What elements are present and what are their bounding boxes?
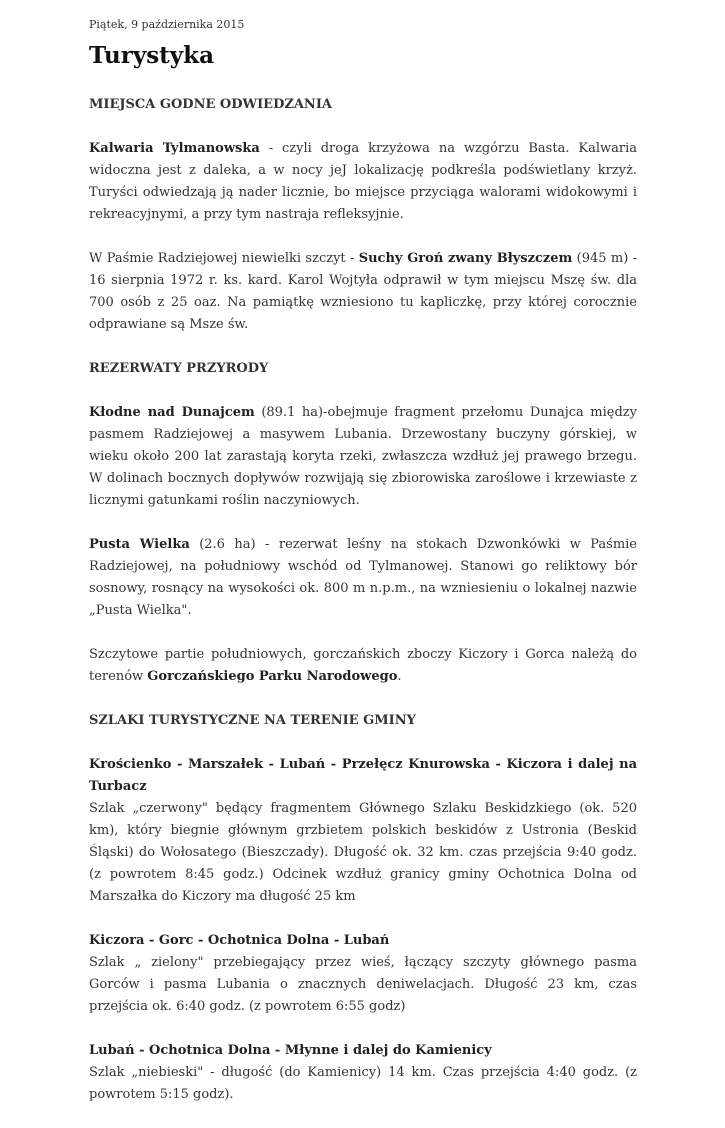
paragraph-text: (945 m) - 16 sierpnia 1972 r. ks. kard. Karol Wojtyła odprawił w tym miejscu Mszę św. dla 700 osób z 25 oaz. Na pamiątkę wzniesiono tu kapliczkę, przy której corocznie odprawiane są Msze św. xyxy=(89,251,637,332)
paragraph-text: (89.1 ha)-obejmuje fragment przełomu Dunajca między pasmem Radziejowej a masywem Lubania. Drzewostany buczyny górskiej, w wieku około 200 lat zarastają koryta rzeki, zwłaszcza wzdłuż jej prawego brzegu. W dolinach bocznych dopływów rozwijają się zbiorowiska zaroślowe i krzewiaste z licznymi gatunkami roślin naczyniowych. xyxy=(89,405,638,508)
trail-title: Kiczora - Gorc - Ochotnica Dolna - Lubań xyxy=(89,933,390,948)
trail-red xyxy=(89,754,637,908)
section-heading-trails: SZLAKI TURYSTYCZNE NA TERENIE GMINY xyxy=(89,713,416,728)
trail-description: Szlak „niebieski" - długość (do Kamienicy) 14 km. Czas przejścia 4:40 godz. (z powrotem 5:15 godz). xyxy=(89,1065,637,1102)
place-name-kalwaria: Kalwaria Tylmanowska xyxy=(89,141,260,156)
paragraph-gorce xyxy=(89,644,637,688)
paragraph-suchy-gron xyxy=(89,248,637,336)
article-date: Piątek, 9 października 2015 xyxy=(89,18,245,31)
paragraph-text: (2.6 ha) - rezerwat leśny na stokach Dzwonkówki w Paśmie Radziejowej, na południowy wschód od Tylmanowej. Stanowi go reliktowy bór sosnowy, rosnący na wysokości ok. 800 m n.p.m., na wzniesieniu o lokalnej nazwie „Pusta Wielka". xyxy=(89,537,637,618)
place-name-suchy-gron: Suchy Groń zwany Błyszczem xyxy=(358,251,573,266)
paragraph-klodne xyxy=(89,402,637,512)
trail-title: Lubań - Ochotnica Dolna - Młynne i dalej do Kamienicy xyxy=(89,1043,492,1058)
trail-title: Krościenko - Marszałek - Lubań - Przełęcz Knurowska - Kiczora i dalej na Turbacz xyxy=(89,757,637,794)
reserve-name-pusta-wielka: Pusta Wielka xyxy=(89,537,190,552)
section-heading-places: MIEJSCA GODNE ODWIEDZANIA xyxy=(89,97,332,112)
park-name-gorce: Gorczańskiego Parku Narodowego xyxy=(147,669,398,684)
paragraph-text: W Paśmie Radziejowej niewielki szczyt - xyxy=(89,251,359,266)
reserve-name-klodne: Kłodne nad Dunajcem xyxy=(89,405,255,420)
paragraph-text: . xyxy=(397,669,402,684)
page-title: Turystyka xyxy=(89,42,214,69)
paragraph-pusta-wielka xyxy=(89,534,637,622)
article-body xyxy=(89,94,637,1128)
trail-blue xyxy=(89,1040,637,1106)
section-heading-reserves: REZERWATY PRZYRODY xyxy=(89,361,269,376)
paragraph-kalwaria xyxy=(89,138,637,226)
trail-green xyxy=(89,930,637,1018)
paragraph-text: Szczytowe partie południowych, gorczańskich zboczy Kiczory i Gorca należą do terenów xyxy=(89,647,637,684)
paragraph-text: - czyli droga krzyżowa na wzgórzu Basta. Kalwaria widoczna jest z daleka, a w nocy jeJ lokalizację podkreśla podświetlany krzyż. Turyści odwiedzają ją nader licznie, bo miejsce przyciąga walorami widokowymi i rekreacyjnymi, a przy tym nastraja refleksyjnie. xyxy=(89,141,637,222)
trail-description: Szlak „czerwony" będący fragmentem Głównego Szlaku Beskidzkiego (ok. 520 km), który biegnie głównym grzbietem polskich beskidów z Ustronia (Beskid Śląski) do Wołosatego (Bieszczady). Długość ok. 32 km. czas przejścia 9:40 godz. (z powrotem 8:45 godz.) Odcinek wzdłuż granicy gminy Ochotnica Dolna od Marszałka do Kiczory ma długość 25 km xyxy=(89,801,637,904)
trail-description: Szlak „ zielony" przebiegający przez wieś, łączący szczyty głównego pasma Gorców i pasma Lubania o znacznych deniwelacjach. Długość 23 km, czas przejścia ok. 6:40 godz. (z powrotem 6:55 godz) xyxy=(89,955,637,1014)
